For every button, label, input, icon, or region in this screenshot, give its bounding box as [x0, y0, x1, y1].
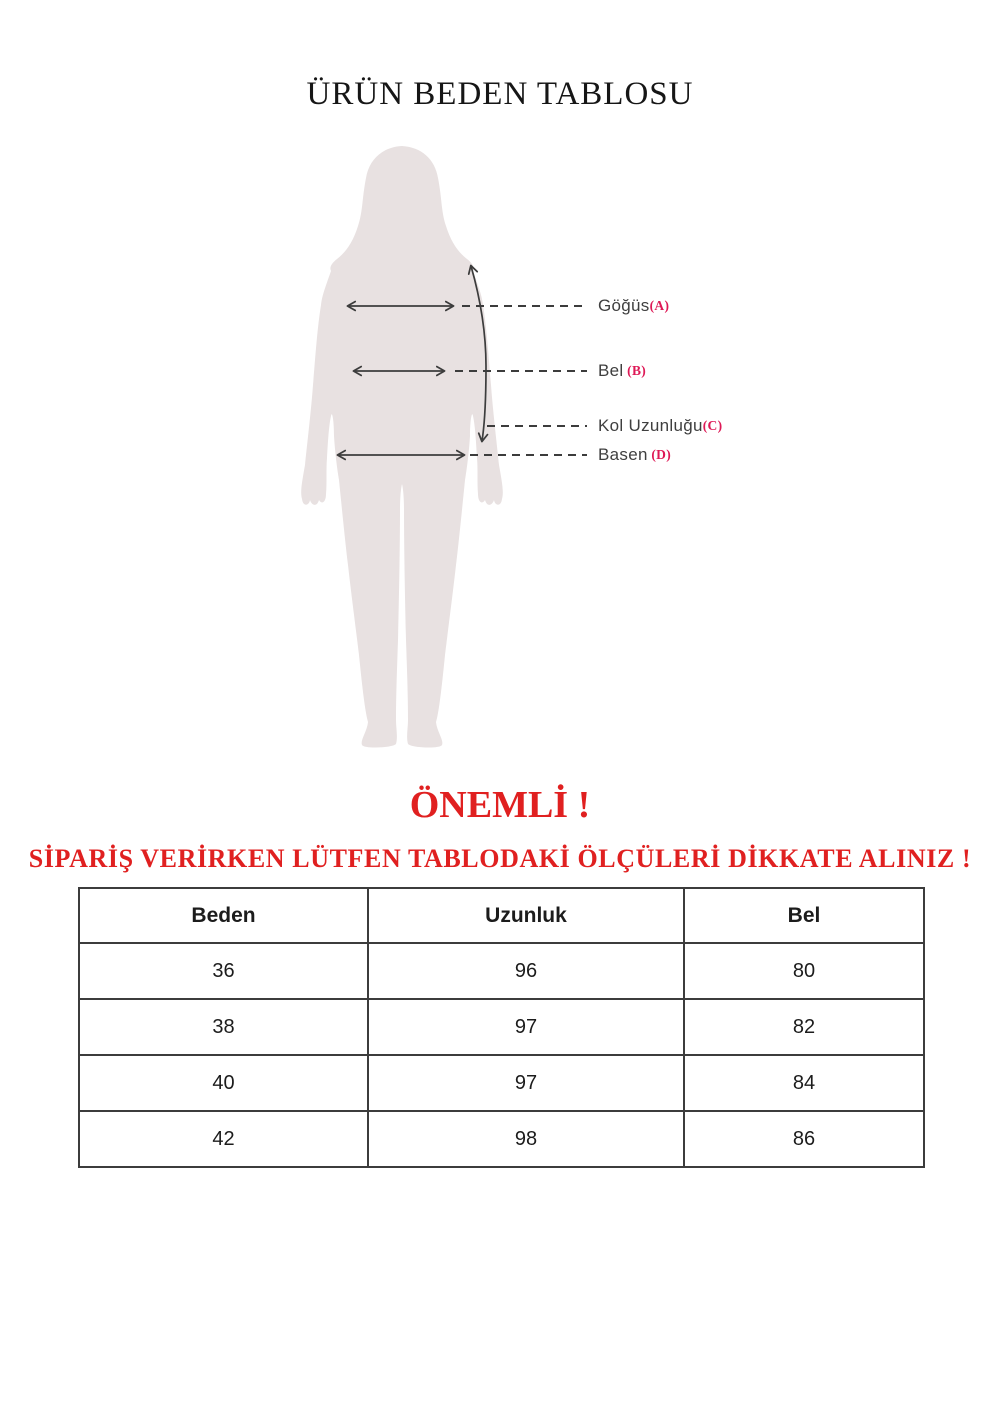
warning-text: SİPARİŞ VERİRKEN LÜTFEN TABLODAKİ ÖLÇÜLERİ DİKKATE ALINIZ !	[28, 844, 972, 873]
cell-size: 36	[79, 943, 368, 999]
label-chest	[598, 296, 669, 316]
size-table-header-row	[79, 888, 924, 943]
header-uzunluk: Uzunluk	[368, 888, 684, 943]
cell-waist: 84	[684, 1055, 924, 1111]
cell-waist: 80	[684, 943, 924, 999]
female-silhouette	[301, 146, 503, 748]
cell-length: 98	[368, 1111, 684, 1167]
label-chest-text: Göğüs	[598, 296, 650, 315]
label-arm-length	[598, 416, 722, 436]
cell-size: 40	[79, 1055, 368, 1111]
label-waist	[598, 361, 646, 381]
label-arm-length-letter: (C)	[702, 418, 723, 433]
page-title: ÜRÜN BEDEN TABLOSU	[306, 76, 694, 112]
cell-length: 96	[368, 943, 684, 999]
header-bel: Bel	[684, 888, 924, 943]
table-row	[79, 1111, 924, 1167]
cell-size: 42	[79, 1111, 368, 1167]
label-arm-length-text: Kol Uzunluğu	[598, 416, 703, 435]
size-table	[78, 887, 925, 1168]
label-hip	[598, 445, 671, 465]
table-row	[79, 1055, 924, 1111]
important-heading: ÖNEMLİ !	[409, 784, 591, 826]
label-hip-text: Basen	[598, 445, 648, 464]
label-hip-letter: (D)	[647, 447, 672, 462]
cell-size: 38	[79, 999, 368, 1055]
label-chest-letter: (A)	[649, 298, 670, 313]
cell-waist: 86	[684, 1111, 924, 1167]
header-beden: Beden	[79, 888, 368, 943]
label-waist-text: Bel	[598, 361, 624, 380]
cell-waist: 82	[684, 999, 924, 1055]
table-row	[79, 999, 924, 1055]
label-waist-letter: (B)	[623, 363, 647, 378]
cell-length: 97	[368, 999, 684, 1055]
table-row	[79, 943, 924, 999]
cell-length: 97	[368, 1055, 684, 1111]
